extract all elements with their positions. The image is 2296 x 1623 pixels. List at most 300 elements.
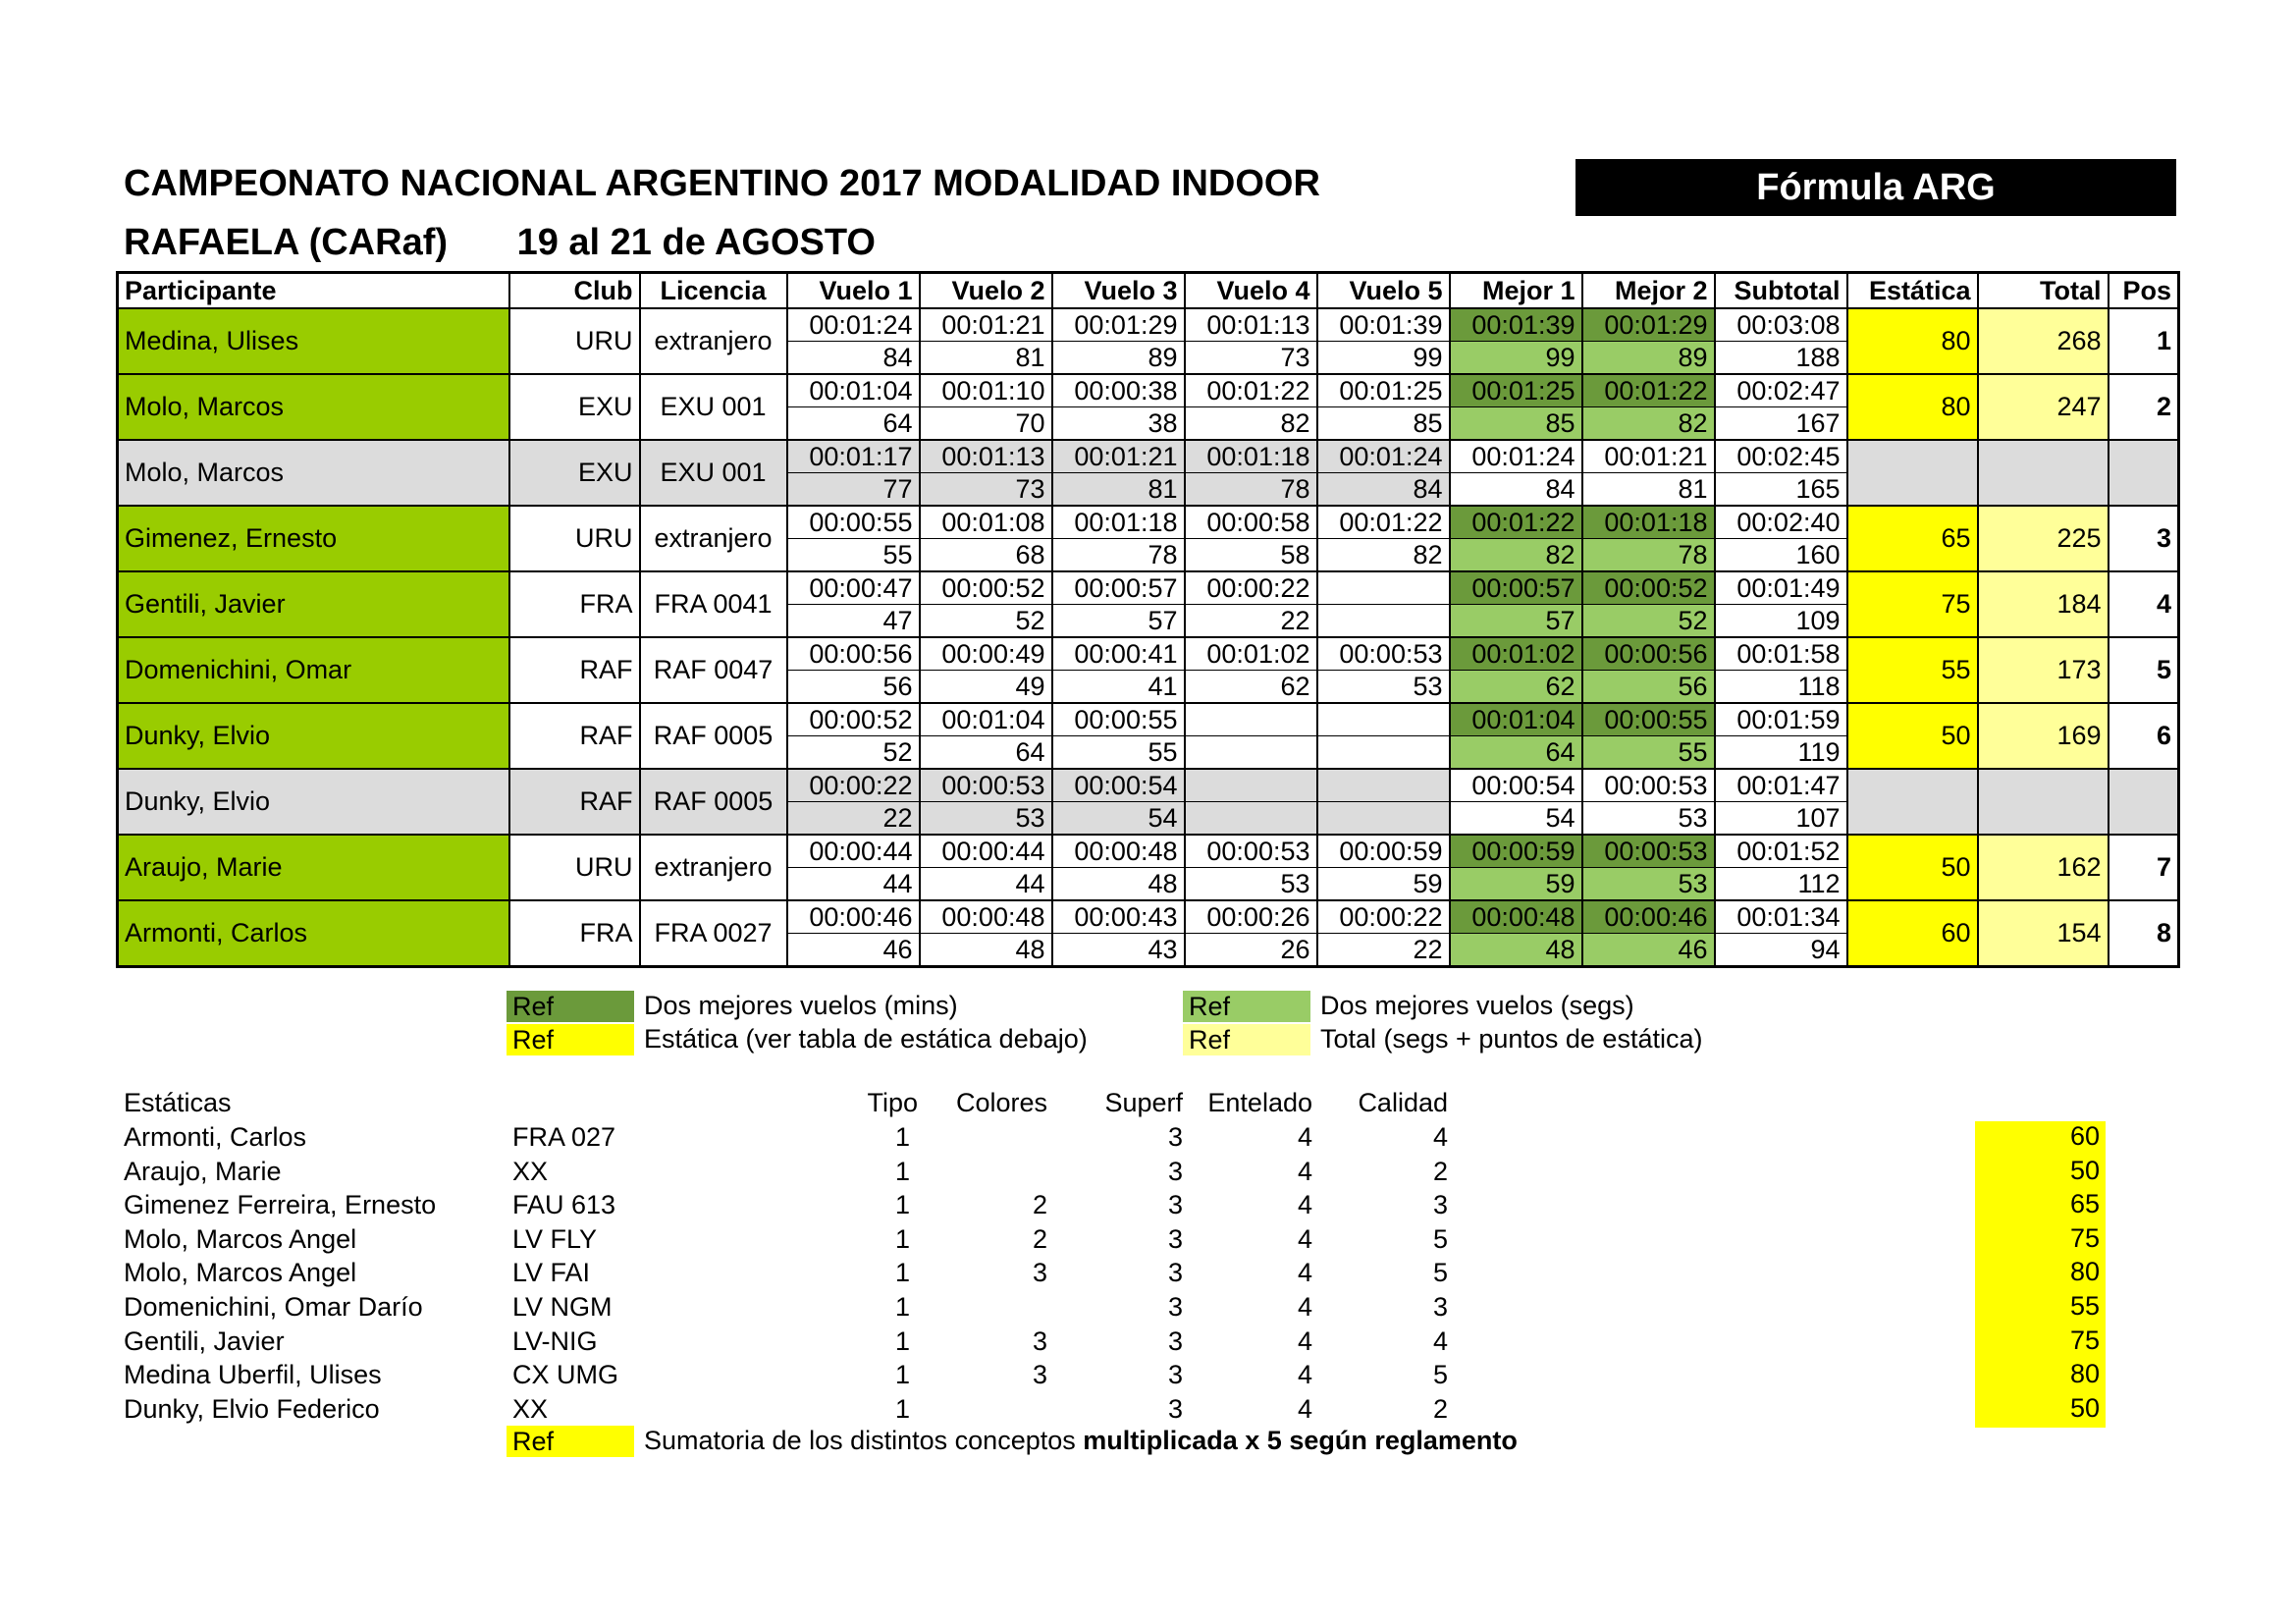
flight-1-time: 00:00:22 [787, 769, 920, 802]
total-score [1978, 769, 2109, 835]
flight-5-time [1317, 571, 1450, 605]
flight-4-time: 00:00:53 [1185, 835, 1317, 868]
participant-license: EXU 001 [640, 440, 787, 506]
estaticas-code: CX UMG [512, 1360, 618, 1390]
flight-5-time: 00:01:25 [1317, 374, 1450, 407]
estaticas-code: LV FAI [512, 1258, 591, 1288]
estaticas-value: 3 [1167, 1223, 1183, 1254]
estaticas-code: LV FLY [512, 1223, 598, 1254]
estaticas-col-header: Tipo [867, 1088, 918, 1117]
position: 8 [2109, 900, 2179, 967]
estaticas-value: 2 [1032, 1223, 1047, 1254]
legend-swatch-light-green: Ref [1183, 991, 1310, 1022]
estaticas-score: 80 [1975, 1359, 2106, 1393]
total-score: 162 [1978, 835, 2109, 900]
flight-5-time: 00:01:22 [1317, 506, 1450, 539]
estaticas-value: 1 [894, 1360, 910, 1390]
flight-2-time: 00:01:10 [920, 374, 1052, 407]
flight-5-time: 00:00:53 [1317, 637, 1450, 671]
estaticas-score: 75 [1975, 1325, 2106, 1360]
estaticas-value: 3 [1167, 1292, 1183, 1322]
legend-text-light-green: Dos mejores vuelos (segs) [1320, 991, 1634, 1020]
flight-4-seconds [1185, 736, 1317, 770]
participant-license: extranjero [640, 308, 787, 374]
best-1-time: 00:00:54 [1450, 769, 1582, 802]
estaticas-value: 4 [1297, 1393, 1312, 1424]
flight-3-seconds: 89 [1052, 342, 1185, 375]
participant-license: FRA 0041 [640, 571, 787, 637]
participant-license: EXU 001 [640, 374, 787, 440]
participant-club: URU [509, 506, 640, 571]
estaticas-value: 2 [1032, 1190, 1047, 1220]
estaticas-value: 1 [894, 1190, 910, 1220]
flight-5-seconds: 85 [1317, 407, 1450, 441]
subtotal-time: 00:01:47 [1715, 769, 1847, 802]
estaticas-value: 4 [1297, 1122, 1312, 1152]
best-1-seconds: 84 [1450, 473, 1582, 507]
best-2-time: 00:01:18 [1582, 506, 1715, 539]
position: 6 [2109, 703, 2179, 769]
estaticas-value: 4 [1432, 1325, 1448, 1356]
best-2-time: 00:00:52 [1582, 571, 1715, 605]
estaticas-value: 3 [1032, 1325, 1047, 1356]
estaticas-value: 4 [1297, 1360, 1312, 1390]
best-2-seconds: 56 [1582, 671, 1715, 704]
estaticas-value: 3 [1167, 1360, 1183, 1390]
flight-4-time: 00:00:22 [1185, 571, 1317, 605]
flight-5-time: 00:01:24 [1317, 440, 1450, 473]
best-1-seconds: 59 [1450, 868, 1582, 901]
flight-2-time: 00:00:44 [920, 835, 1052, 868]
estaticas-value: 1 [894, 1393, 910, 1424]
best-2-time: 00:01:29 [1582, 308, 1715, 342]
best-2-time: 00:00:46 [1582, 900, 1715, 934]
subtotal-time: 00:01:49 [1715, 571, 1847, 605]
participant-club: RAF [509, 703, 640, 769]
subtotal-time: 00:01:34 [1715, 900, 1847, 934]
total-score: 247 [1978, 374, 2109, 440]
legend-text-yellow: Estática (ver tabla de estática debajo) [644, 1024, 1088, 1054]
flight-1-seconds: 44 [787, 868, 920, 901]
flight-5-seconds: 22 [1317, 934, 1450, 967]
estaticas-note [644, 1426, 1518, 1456]
estaticas-name: Araujo, Marie [124, 1156, 282, 1186]
total-score [1978, 440, 2109, 506]
subtotal-seconds: 107 [1715, 802, 1847, 836]
participant-row-times [118, 703, 2179, 736]
flight-5-time: 00:00:22 [1317, 900, 1450, 934]
flight-4-seconds: 53 [1185, 868, 1317, 901]
flight-2-time: 00:01:04 [920, 703, 1052, 736]
flight-1-seconds: 84 [787, 342, 920, 375]
estaticas-title: Estáticas [124, 1088, 232, 1117]
participant-club: URU [509, 835, 640, 900]
estaticas-code: XX [512, 1393, 549, 1424]
participant-name: Molo, Marcos [118, 374, 509, 440]
static-score [1847, 769, 1978, 835]
estaticas-value: 4 [1297, 1258, 1312, 1288]
flight-2-time: 00:00:49 [920, 637, 1052, 671]
estaticas-score: 65 [1975, 1189, 2106, 1223]
subtotal-seconds: 160 [1715, 539, 1847, 572]
estaticas-value: 3 [1167, 1258, 1183, 1288]
best-1-seconds: 57 [1450, 605, 1582, 638]
subtotal-time: 00:01:58 [1715, 637, 1847, 671]
flight-4-time: 00:01:18 [1185, 440, 1317, 473]
subtotal-time: 00:02:47 [1715, 374, 1847, 407]
best-1-time: 00:01:24 [1450, 440, 1582, 473]
best-2-time: 00:00:56 [1582, 637, 1715, 671]
legend-text-light-yellow: Total (segs + puntos de estática) [1320, 1024, 1703, 1054]
best-1-time: 00:00:48 [1450, 900, 1582, 934]
static-score: 80 [1847, 308, 1978, 374]
flight-4-time [1185, 703, 1317, 736]
estaticas-value: 5 [1432, 1223, 1448, 1254]
flight-1-time: 00:00:47 [787, 571, 920, 605]
flight-1-seconds: 46 [787, 934, 920, 967]
participant-license: FRA 0027 [640, 900, 787, 967]
total-score: 173 [1978, 637, 2109, 703]
subtotal-seconds: 112 [1715, 868, 1847, 901]
col-header: Vuelo 3 [1052, 273, 1185, 309]
subtotal-seconds: 118 [1715, 671, 1847, 704]
flight-2-time: 00:01:13 [920, 440, 1052, 473]
position: 1 [2109, 308, 2179, 374]
static-score: 65 [1847, 506, 1978, 571]
participant-club: URU [509, 308, 640, 374]
flight-5-seconds: 82 [1317, 539, 1450, 572]
position: 2 [2109, 374, 2179, 440]
legend-text-dark-green: Dos mejores vuelos (mins) [644, 991, 958, 1020]
estaticas-code: LV NGM [512, 1292, 613, 1322]
best-1-seconds: 82 [1450, 539, 1582, 572]
estaticas-name: Molo, Marcos Angel [124, 1258, 357, 1288]
flight-2-seconds: 64 [920, 736, 1052, 770]
flight-1-seconds: 22 [787, 802, 920, 836]
estaticas-name: Medina Uberfil, Ulises [124, 1360, 382, 1390]
estaticas-name: Armonti, Carlos [124, 1122, 307, 1152]
flight-1-time: 00:01:17 [787, 440, 920, 473]
participant-name: Gimenez, Ernesto [118, 506, 509, 571]
estaticas-note-swatch: Ref [507, 1426, 634, 1457]
static-score: 60 [1847, 900, 1978, 967]
flight-3-time: 00:00:57 [1052, 571, 1185, 605]
flight-5-seconds [1317, 736, 1450, 770]
flight-2-seconds: 44 [920, 868, 1052, 901]
estaticas-value: 1 [894, 1258, 910, 1288]
estaticas-col-header: Calidad [1358, 1088, 1448, 1117]
estaticas-value: 4 [1297, 1190, 1312, 1220]
legend-swatch-light-yellow: Ref [1183, 1024, 1310, 1055]
estaticas-score: 50 [1975, 1156, 2106, 1190]
flight-5-seconds: 59 [1317, 868, 1450, 901]
flight-1-time: 00:00:55 [787, 506, 920, 539]
estaticas-value: 4 [1297, 1156, 1312, 1186]
best-1-seconds: 99 [1450, 342, 1582, 375]
participant-name: Molo, Marcos [118, 440, 509, 506]
flight-4-seconds: 58 [1185, 539, 1317, 572]
estaticas-name: Gimenez Ferreira, Ernesto [124, 1190, 437, 1220]
estaticas-score: 60 [1975, 1121, 2106, 1156]
formula-banner: Fórmula ARG [1575, 159, 2176, 216]
participant-row-times [118, 769, 2179, 802]
flight-3-time: 00:00:48 [1052, 835, 1185, 868]
estaticas-value: 1 [894, 1325, 910, 1356]
col-header: Pos [2109, 273, 2179, 309]
position: 7 [2109, 835, 2179, 900]
best-2-time: 00:00:53 [1582, 769, 1715, 802]
col-header: Estática [1847, 273, 1978, 309]
estaticas-value: 1 [894, 1292, 910, 1322]
flight-2-seconds: 52 [920, 605, 1052, 638]
estaticas-value: 3 [1167, 1325, 1183, 1356]
participant-row-times [118, 637, 2179, 671]
legend-swatch-dark-green: Ref [507, 991, 634, 1022]
estaticas-value: 3 [1167, 1156, 1183, 1186]
flight-2-time: 00:00:48 [920, 900, 1052, 934]
col-header: Total [1978, 273, 2109, 309]
flight-3-time: 00:00:43 [1052, 900, 1185, 934]
estaticas-value: 5 [1432, 1360, 1448, 1390]
flight-2-time: 00:01:21 [920, 308, 1052, 342]
best-1-seconds: 62 [1450, 671, 1582, 704]
best-2-seconds: 53 [1582, 802, 1715, 836]
flight-4-time: 00:01:22 [1185, 374, 1317, 407]
best-2-seconds: 82 [1582, 407, 1715, 441]
best-2-seconds: 52 [1582, 605, 1715, 638]
flight-3-time: 00:00:55 [1052, 703, 1185, 736]
subtotal-time: 00:01:59 [1715, 703, 1847, 736]
estaticas-value: 3 [1167, 1190, 1183, 1220]
flight-4-time: 00:01:13 [1185, 308, 1317, 342]
flight-2-seconds: 49 [920, 671, 1052, 704]
flight-1-time: 00:00:44 [787, 835, 920, 868]
estaticas-value: 3 [1032, 1258, 1047, 1288]
estaticas-value: 4 [1297, 1325, 1312, 1356]
flight-2-time: 00:01:08 [920, 506, 1052, 539]
flight-3-seconds: 78 [1052, 539, 1185, 572]
estaticas-value: 3 [1167, 1393, 1183, 1424]
best-1-seconds: 85 [1450, 407, 1582, 441]
subtotal-seconds: 119 [1715, 736, 1847, 770]
flight-5-seconds [1317, 802, 1450, 836]
flight-4-seconds: 26 [1185, 934, 1317, 967]
flight-3-time: 00:00:54 [1052, 769, 1185, 802]
flight-3-seconds: 57 [1052, 605, 1185, 638]
participant-name: Araujo, Marie [118, 835, 509, 900]
flight-2-time: 00:00:53 [920, 769, 1052, 802]
flight-1-seconds: 55 [787, 539, 920, 572]
static-score: 50 [1847, 835, 1978, 900]
flight-5-seconds: 53 [1317, 671, 1450, 704]
participant-license: extranjero [640, 835, 787, 900]
best-2-time: 00:01:22 [1582, 374, 1715, 407]
best-1-time: 00:00:57 [1450, 571, 1582, 605]
best-2-seconds: 78 [1582, 539, 1715, 572]
estaticas-value: 3 [1432, 1190, 1448, 1220]
col-header: Vuelo 2 [920, 273, 1052, 309]
flight-4-seconds: 22 [1185, 605, 1317, 638]
flight-4-time: 00:00:26 [1185, 900, 1317, 934]
participant-row-times [118, 835, 2179, 868]
participant-name: Domenichini, Omar [118, 637, 509, 703]
subtotal-seconds: 94 [1715, 934, 1847, 967]
estaticas-score: 55 [1975, 1291, 2106, 1325]
participant-club: FRA [509, 900, 640, 967]
participant-club: RAF [509, 769, 640, 835]
estaticas-score: 75 [1975, 1223, 2106, 1258]
estaticas-col-header: Superf [1104, 1088, 1183, 1117]
estaticas-note-bold: multiplicada x 5 según reglamento [1083, 1426, 1518, 1455]
flight-1-seconds: 47 [787, 605, 920, 638]
flight-5-time: 00:00:59 [1317, 835, 1450, 868]
estaticas-value: 4 [1297, 1292, 1312, 1322]
flight-4-seconds: 78 [1185, 473, 1317, 507]
flight-5-time: 00:01:39 [1317, 308, 1450, 342]
estaticas-value: 4 [1432, 1122, 1448, 1152]
estaticas-value: 4 [1297, 1223, 1312, 1254]
flight-3-time: 00:00:41 [1052, 637, 1185, 671]
participant-club: EXU [509, 440, 640, 506]
participant-row-times [118, 440, 2179, 473]
participant-row-times [118, 374, 2179, 407]
static-score [1847, 440, 1978, 506]
best-1-time: 00:01:25 [1450, 374, 1582, 407]
flight-3-time: 00:01:18 [1052, 506, 1185, 539]
col-header: Mejor 1 [1450, 273, 1582, 309]
results-table [116, 271, 2180, 968]
estaticas-value: 3 [1432, 1292, 1448, 1322]
participant-club: EXU [509, 374, 640, 440]
best-2-time: 00:00:55 [1582, 703, 1715, 736]
estaticas-value: 2 [1432, 1156, 1448, 1186]
best-2-time: 00:00:53 [1582, 835, 1715, 868]
flight-3-time: 00:00:38 [1052, 374, 1185, 407]
participant-row-times [118, 571, 2179, 605]
flight-4-time: 00:01:02 [1185, 637, 1317, 671]
estaticas-code: FAU 613 [512, 1190, 616, 1220]
total-score: 169 [1978, 703, 2109, 769]
best-2-time: 00:01:21 [1582, 440, 1715, 473]
estaticas-value: 3 [1032, 1360, 1047, 1390]
legend-swatch-yellow: Ref [507, 1024, 634, 1055]
location: RAFAELA (CARaf) [124, 222, 449, 263]
best-1-time: 00:01:02 [1450, 637, 1582, 671]
document-subtitle [124, 222, 876, 264]
flight-4-seconds: 82 [1185, 407, 1317, 441]
flight-2-time: 00:00:52 [920, 571, 1052, 605]
subtotal-time: 00:01:52 [1715, 835, 1847, 868]
best-2-seconds: 46 [1582, 934, 1715, 967]
flight-3-seconds: 54 [1052, 802, 1185, 836]
subtotal-time: 00:02:45 [1715, 440, 1847, 473]
best-1-seconds: 48 [1450, 934, 1582, 967]
static-score: 50 [1847, 703, 1978, 769]
subtotal-seconds: 188 [1715, 342, 1847, 375]
flight-4-seconds: 62 [1185, 671, 1317, 704]
flight-3-seconds: 43 [1052, 934, 1185, 967]
participant-name: Dunky, Elvio [118, 703, 509, 769]
position: 5 [2109, 637, 2179, 703]
flight-4-time [1185, 769, 1317, 802]
flight-5-seconds: 84 [1317, 473, 1450, 507]
estaticas-col-header: Colores [955, 1088, 1047, 1117]
static-score: 80 [1847, 374, 1978, 440]
participant-license: RAF 0047 [640, 637, 787, 703]
best-1-time: 00:00:59 [1450, 835, 1582, 868]
flight-1-time: 00:01:04 [787, 374, 920, 407]
flight-3-seconds: 55 [1052, 736, 1185, 770]
best-1-time: 00:01:39 [1450, 308, 1582, 342]
estaticas-code: XX [512, 1156, 549, 1186]
estaticas-code: LV-NIG [512, 1325, 598, 1356]
flight-2-seconds: 53 [920, 802, 1052, 836]
participant-name: Armonti, Carlos [118, 900, 509, 967]
flight-3-seconds: 48 [1052, 868, 1185, 901]
estaticas-value: 1 [894, 1156, 910, 1186]
best-2-seconds: 89 [1582, 342, 1715, 375]
flight-3-seconds: 41 [1052, 671, 1185, 704]
col-header: Mejor 2 [1582, 273, 1715, 309]
estaticas-note-text: Sumatoria de los distintos conceptos [644, 1426, 1084, 1455]
col-header: Vuelo 4 [1185, 273, 1317, 309]
participant-name: Medina, Ulises [118, 308, 509, 374]
subtotal-seconds: 165 [1715, 473, 1847, 507]
flight-4-seconds: 73 [1185, 342, 1317, 375]
flight-4-seconds [1185, 802, 1317, 836]
total-score: 154 [1978, 900, 2109, 967]
flight-1-time: 00:00:46 [787, 900, 920, 934]
subtotal-seconds: 109 [1715, 605, 1847, 638]
position: 3 [2109, 506, 2179, 571]
flight-1-time: 00:00:52 [787, 703, 920, 736]
col-header: Licencia [640, 273, 787, 309]
participant-license: RAF 0005 [640, 703, 787, 769]
participant-row-times [118, 506, 2179, 539]
flight-3-seconds: 81 [1052, 473, 1185, 507]
flight-1-seconds: 77 [787, 473, 920, 507]
best-1-seconds: 64 [1450, 736, 1582, 770]
estaticas-name: Molo, Marcos Angel [124, 1223, 357, 1254]
participant-club: FRA [509, 571, 640, 637]
best-2-seconds: 55 [1582, 736, 1715, 770]
flight-3-time: 00:01:29 [1052, 308, 1185, 342]
dates: 19 al 21 de AGOSTO [516, 222, 876, 263]
estaticas-score: 80 [1975, 1257, 2106, 1291]
best-2-seconds: 53 [1582, 868, 1715, 901]
static-score: 75 [1847, 571, 1978, 637]
static-score: 55 [1847, 637, 1978, 703]
best-1-time: 00:01:04 [1450, 703, 1582, 736]
estaticas-value: 5 [1432, 1258, 1448, 1288]
estaticas-value: 3 [1167, 1122, 1183, 1152]
flight-5-time [1317, 769, 1450, 802]
flight-5-seconds: 99 [1317, 342, 1450, 375]
estaticas-name: Gentili, Javier [124, 1325, 285, 1356]
col-header: Participante [118, 273, 509, 309]
flight-1-seconds: 64 [787, 407, 920, 441]
flight-4-time: 00:00:58 [1185, 506, 1317, 539]
flight-2-seconds: 81 [920, 342, 1052, 375]
position [2109, 440, 2179, 506]
flight-5-seconds [1317, 605, 1450, 638]
col-header: Vuelo 5 [1317, 273, 1450, 309]
estaticas-name: Domenichini, Omar Darío [124, 1292, 423, 1322]
col-header: Vuelo 1 [787, 273, 920, 309]
estaticas-value: 1 [894, 1223, 910, 1254]
subtotal-seconds: 167 [1715, 407, 1847, 441]
document-title: CAMPEONATO NACIONAL ARGENTINO 2017 MODALIDAD INDOOR [124, 163, 1320, 204]
